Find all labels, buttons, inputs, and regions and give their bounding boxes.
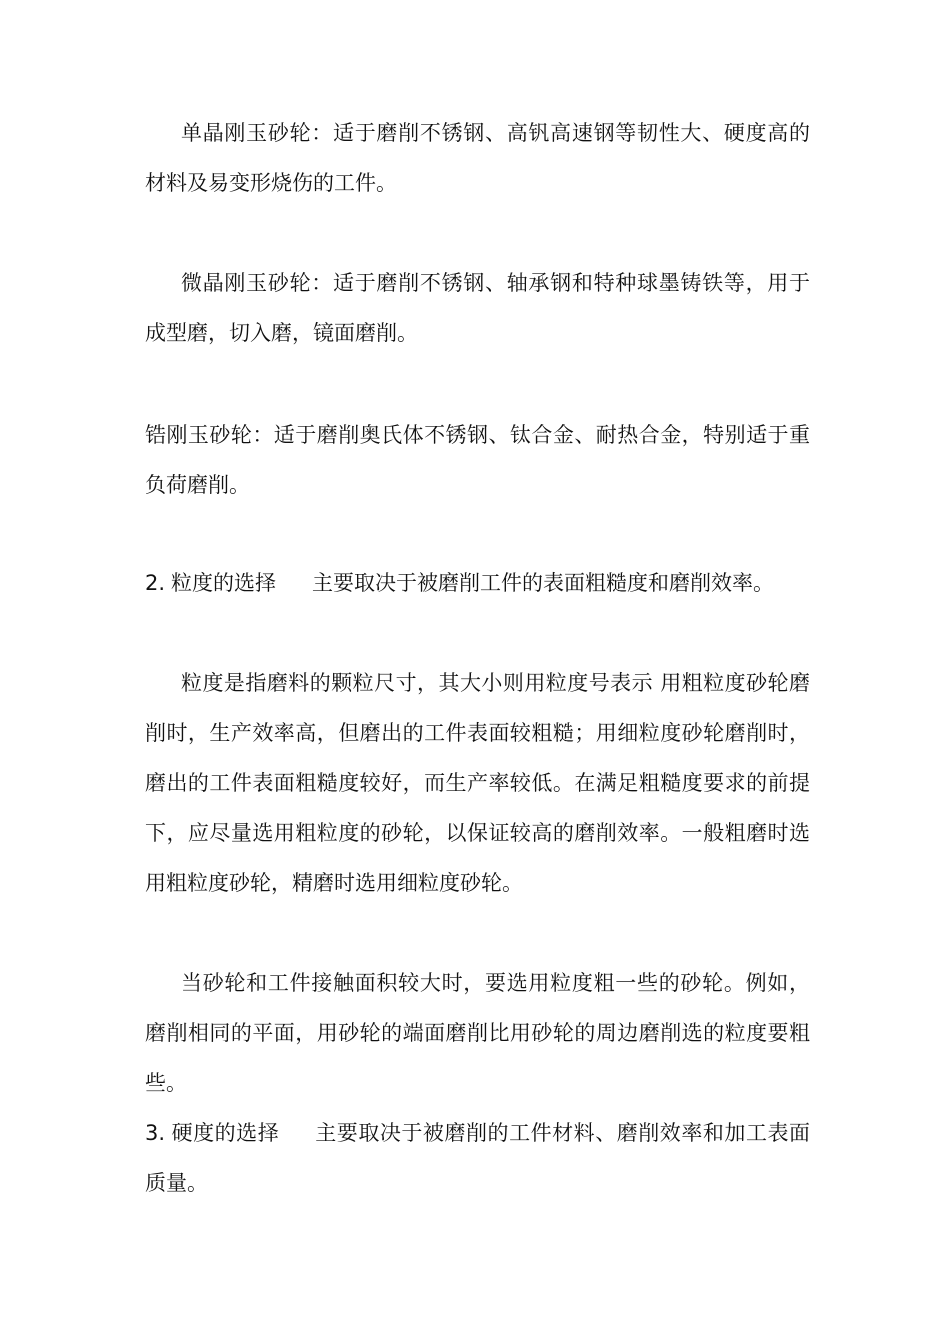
section-description: 主要取决于被磨削的工件材料、磨削效率和加工表面质量。	[145, 1121, 811, 1195]
section-number: 2.	[145, 571, 166, 595]
section-title: 粒度的选择	[171, 571, 277, 595]
section-heading-hardness	[145, 1108, 810, 1208]
paragraph-single-crystal-corundum: 单晶刚玉砂轮：适于磨削不锈钢、高钒高速钢等韧性大、硬度高的材料及易变形烧伤的工件。	[145, 121, 810, 195]
paragraph-grain-size-definition: 粒度是指磨料的颗粒尺寸，其大小则用粒度号表示 用粗粒度砂轮磨削时，生产效率高，但磨出的工件表面较粗糙；用细粒度砂轮磨削时，磨出的工件表面粗糙度较好，而生产率较低。在满足粗糙度要求的前提下，应尽量选用粗粒度的砂轮，以保证较高的磨削效率。一般粗磨时选用粗粒度砂轮，精磨时选用细粒度砂轮。	[145, 671, 810, 895]
paragraph-contact-area: 当砂轮和工件接触面积较大时，要选用粒度粗一些的砂轮。例如，磨削相同的平面，用砂轮的端面磨削比用砂轮的周边磨削选的粒度要粗些。	[145, 971, 810, 1095]
paragraph-zirconia-corundum: 锆刚玉砂轮：适于磨削奥氏体不锈钢、钛合金、耐热合金，特别适于重负荷磨削。	[145, 423, 810, 497]
section-title: 硬度的选择	[171, 1121, 280, 1145]
section-description: 主要取决于被磨削工件的表面粗糙度和磨削效率。	[312, 571, 775, 595]
section-number: 3.	[145, 1121, 166, 1145]
paragraph-microcrystal-corundum: 微晶刚玉砂轮：适于磨削不锈钢、轴承钢和特种球墨铸铁等，用于成型磨，切入磨，镜面磨削。	[145, 271, 810, 345]
section-heading-grain-size	[145, 558, 810, 608]
